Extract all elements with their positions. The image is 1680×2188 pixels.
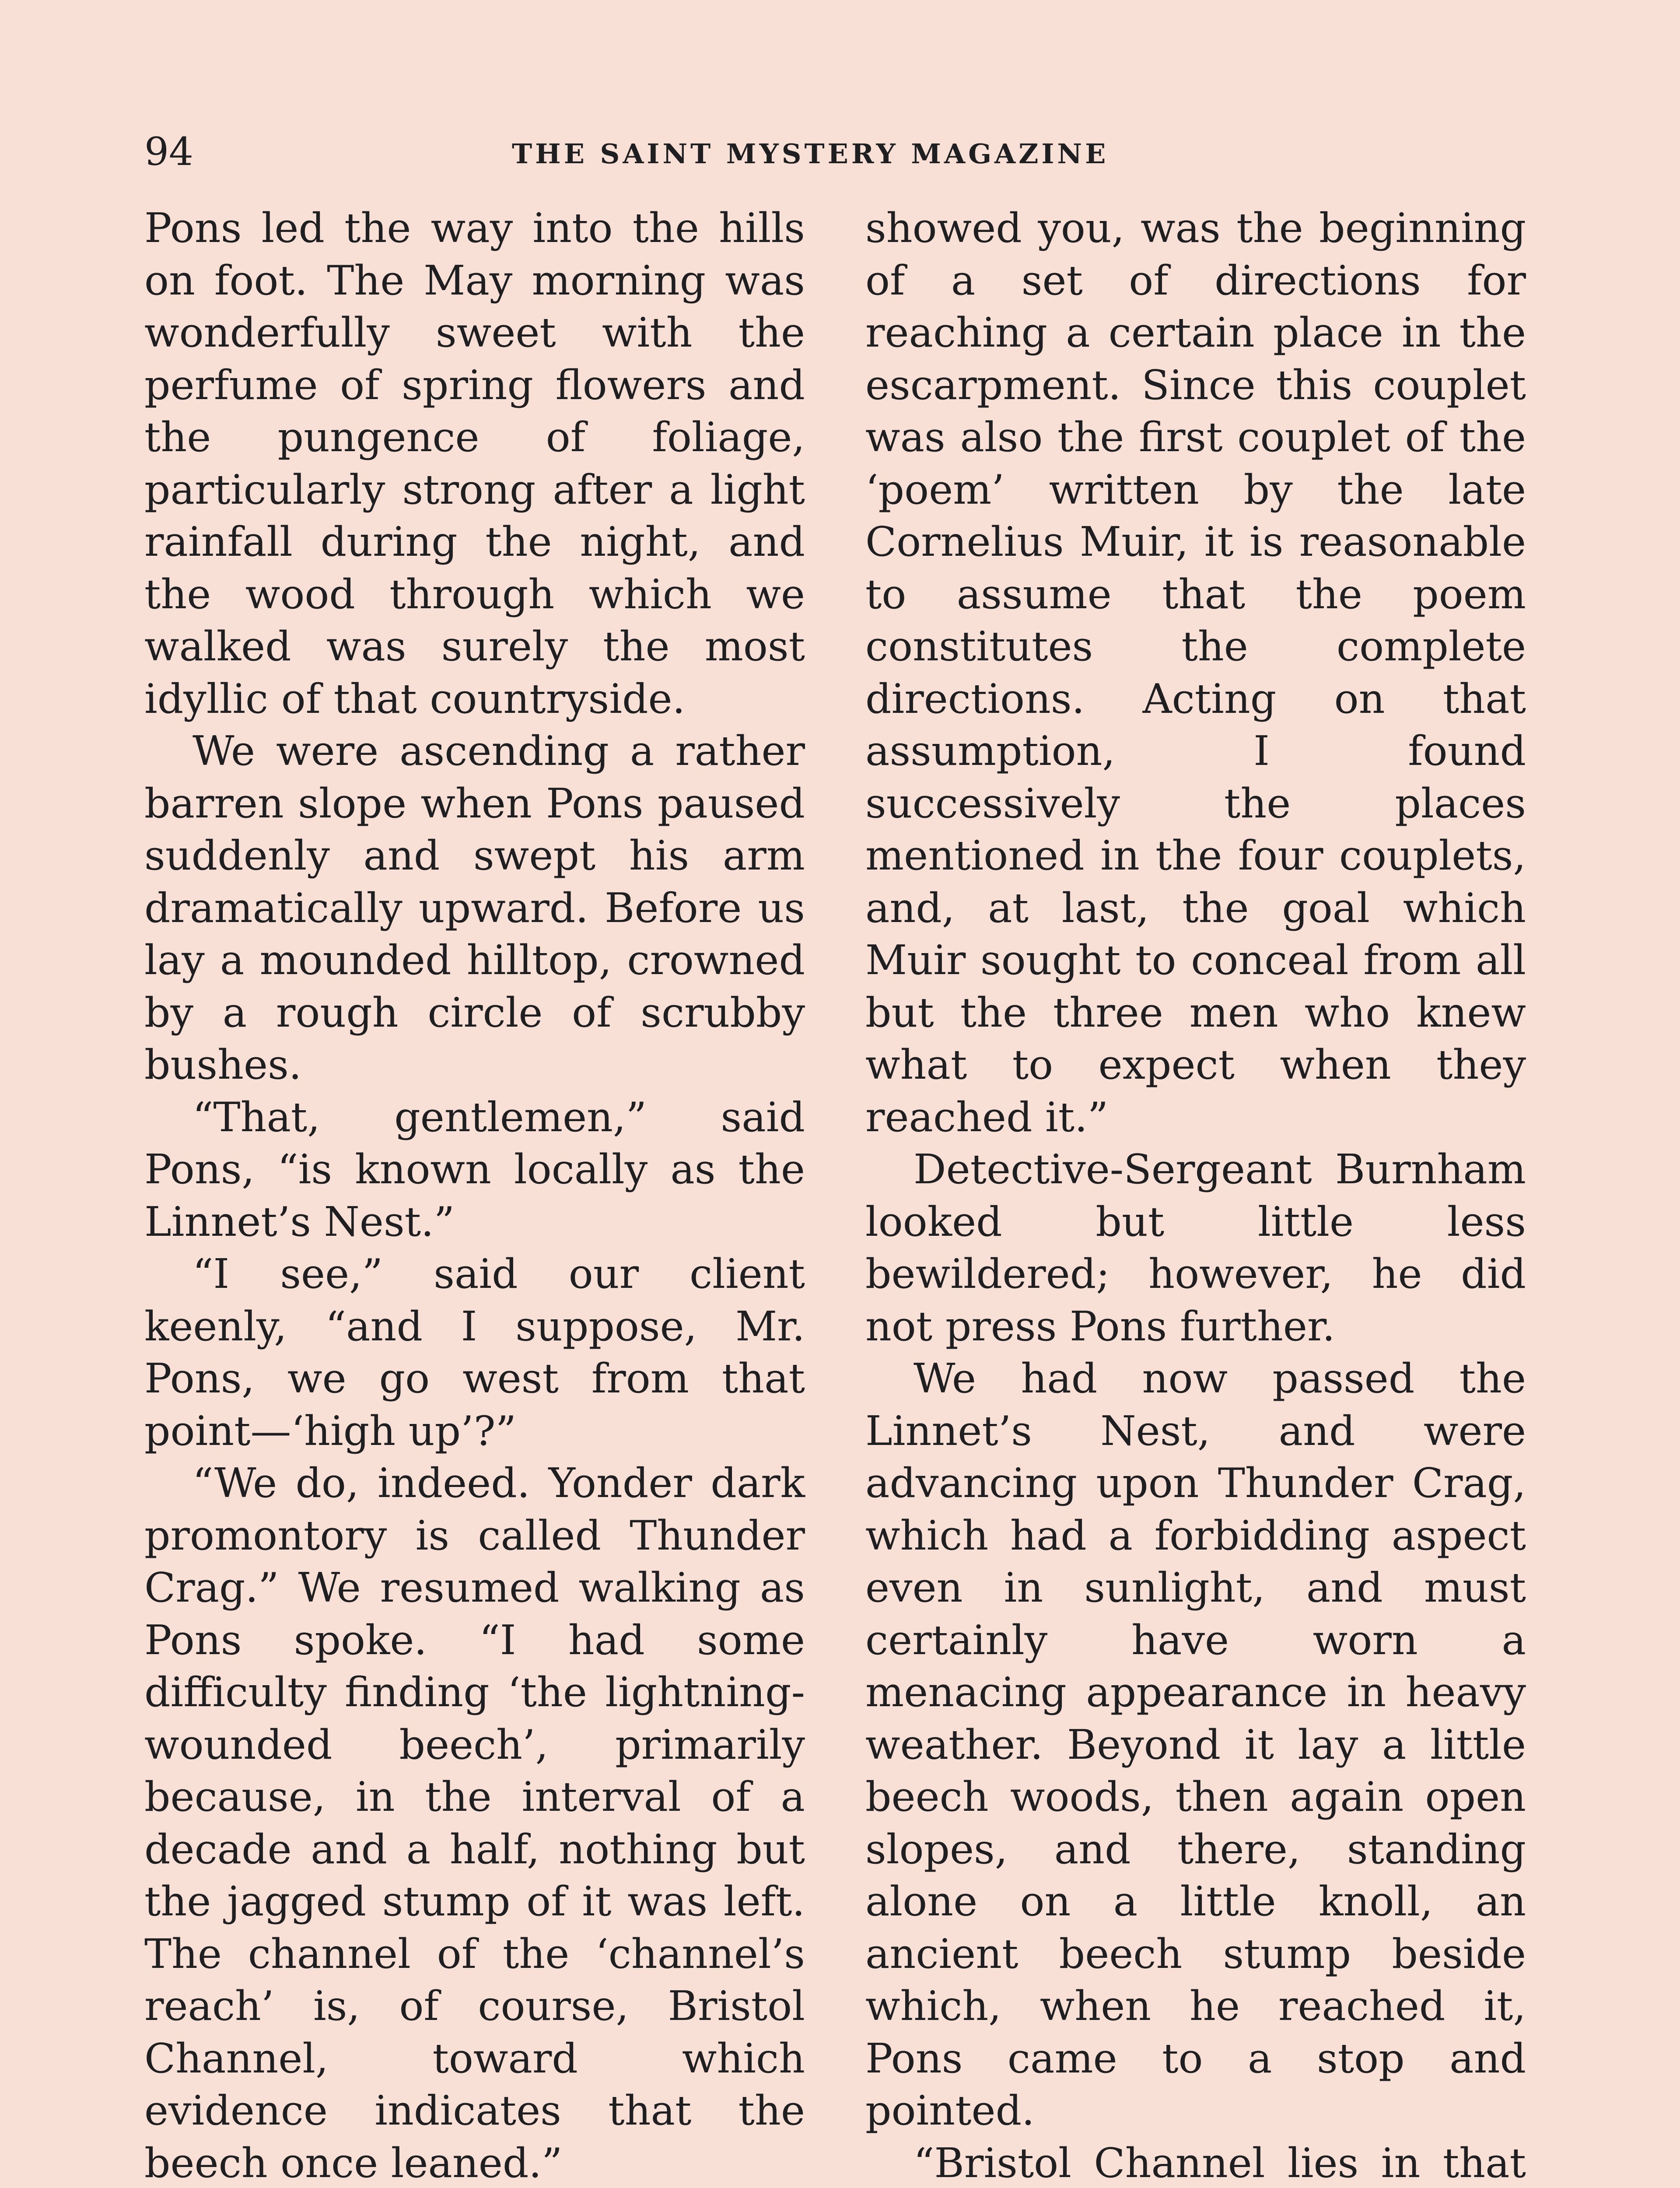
paragraph: “Bristol Channel lies in that bbox=[914, 2139, 1526, 2187]
paragraph: “That, gentlemen,” said Pons, “is known locally as the Linnet’s Nest.” bbox=[144, 1093, 805, 1245]
left-column bbox=[144, 202, 805, 2188]
paragraph: Pons led the way into the hills on foot. The May morning was wonderfully sweet with the perfume of spring flowers and the pungence of foliage, particularly strong after a light rainfall during the night, and the wood through which we walked was surely the most idyllic of that countryside. bbox=[144, 204, 805, 722]
paragraph: “I see,” said our client keenly, “and I suppose, Mr. Pons, we go west from that point—‘high up’?” bbox=[144, 1250, 805, 1455]
paragraph: We were ascending a rather barren slope when Pons paused suddenly and swept his arm dramatically upward. Before us lay a mounded hilltop, crowned by a rough circle of scrubby bushes. bbox=[144, 727, 805, 1088]
paragraph: We had now passed the Linnet’s Nest, and were advancing upon Thunder Crag, which had a forbidding aspect even in sunlight, and must certainly have worn a menacing appearance in heavy weather. Beyond it lay a little beech woods, then again open slopes, and there, standing alone on a little knoll, an ancient beech stump beside which, when he reached it, Pons came to a stop and pointed. bbox=[865, 1355, 1526, 2134]
running-head bbox=[144, 128, 1536, 180]
magazine-title: THE SAINT MYSTERY MAGAZINE bbox=[512, 138, 1109, 170]
right-column bbox=[865, 202, 1526, 2188]
paragraph: “We do, indeed. Yonder dark promontory is called Thunder Crag.” We resumed walking as Pons spoke. “I had some difficulty finding ‘the lightning-wounded beech’, primarily because, in the interval of a decade and a half, nothing but the jagged stump of it was left. The channel of the ‘channel’s reach’ is, of course, Bristol Channel, toward which evidence indicates that the beech once leaned.” bbox=[144, 1459, 805, 2187]
paragraph: showed you, was the beginning of a set of directions for reaching a certain place in the escarpment. Since this couplet was also the first couplet of the ‘poem’ written by the late Cornelius Muir, it is reasonable to assume that the poem constitutes the complete directions. Acting on that assumption, I found successively the places mentioned in the four couplets, and, at last, the goal which Muir sought to conceal from all but the three men who knew what to expect when they reached it.” bbox=[865, 204, 1526, 1141]
paragraph: Detective-Sergeant Burnham looked but little less bewildered; however, he did not press Pons further. bbox=[865, 1146, 1526, 1350]
page-number: 94 bbox=[144, 129, 193, 174]
